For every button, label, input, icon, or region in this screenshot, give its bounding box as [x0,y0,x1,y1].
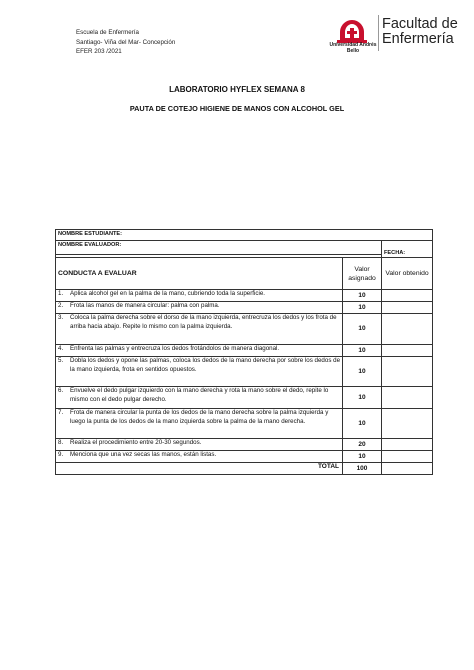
total-label: TOTAL [56,463,343,475]
assigned-value: 10 [343,290,382,302]
item-number: 4. [58,345,64,353]
checklist-table [55,229,433,475]
obtained-value-cell[interactable] [382,345,433,357]
item-text: Dobla los dedos y opone las palmas, coloca los dedos de la mano derecha por sobre los dedos de la mano izquierda, frota en sentidos opuestos. [70,357,341,373]
obtained-value-cell[interactable] [382,451,433,463]
assigned-value-header [343,258,382,290]
item-text: Enfrenta las palmas y entrecruza los dedos frotándolos de manera diagonal. [70,345,280,353]
item-number: 2. [58,302,64,310]
faculty-line-2: Enfermería [382,31,454,47]
obtained-value-cell[interactable] [382,409,433,439]
obtained-value-cell[interactable] [382,357,433,387]
item-text: Frota de manera circular la punta de los dedos de la mano derecha sobre la palma izquierda y luego la punta de los dedos de la mano izquierda sobre la palma de la mano derecha. [70,409,329,425]
table-row [56,290,433,302]
obtained-value-cell[interactable] [382,387,433,409]
table-row [56,357,433,387]
assigned-value-header-text: Valor asignado [348,265,376,282]
obtained-value-header-text: Valor obtenido [385,270,429,278]
obtained-value-cell[interactable] [382,439,433,451]
obtained-value-cell[interactable] [382,314,433,345]
assigned-value: 10 [343,409,382,439]
faculty-line-1: Facultad de [382,16,458,32]
assigned-value: 10 [343,302,382,314]
total-row [56,463,433,475]
item-number: 3. [58,314,64,322]
item-text: Aplica alcohol gel en la palma de la mano, cubriendo toda la superficie. [70,290,266,298]
item-text: Coloca la palma derecha sobre el dorso de la mano izquierda, entrecruza los dedos y los frota de arriba hacia abajo. Repite lo mismo con la palma izquierda. [70,314,337,330]
obtained-value-cell[interactable] [382,290,433,302]
evaluator-name-field[interactable]: NOMBRE EVALUADOR: [56,241,382,255]
table-row [56,314,433,345]
conduct-header: CONDUCTA A EVALUAR [56,258,343,290]
logo-divider [378,15,379,51]
item-number: 1. [58,290,64,298]
faculty-name [382,17,458,47]
item-number: 5. [58,357,64,365]
university-name: Universidad Andrés Bello [329,42,377,54]
table-row [56,451,433,463]
document-title: LABORATORIO HYFLEX SEMANA 8 [169,85,305,94]
item-text: Frota las manos de manera circular: palma con palma. [70,302,220,310]
total-value: 100 [343,463,382,475]
document-subtitle: PAUTA DE COTEJO HIGIENE DE MANOS CON ALCOHOL GEL [129,104,345,113]
table-row [56,409,433,439]
date-field[interactable]: FECHA: [384,250,406,256]
campus-list: Santiago- Viña del Mar- Concepción [76,38,176,46]
assigned-value: 10 [343,451,382,463]
assigned-value: 20 [343,439,382,451]
obtained-value-cell[interactable] [382,302,433,314]
table-row [56,345,433,357]
item-text: Realiza el procedimiento entre 20-30 segundos. [70,439,202,447]
school-header [76,28,175,57]
table-row [56,439,433,451]
item-text: Envuelve el dedo pulgar izquierdo con la mano derecha y rota la mano sobre el dedo, repite lo mismo con el dedo pulgar derecho. [70,387,329,403]
item-text: Menciona que una vez secas las manos, están listas. [70,451,217,459]
table-row [56,387,433,409]
total-obtained-cell[interactable] [382,463,433,475]
obtained-value-header [382,258,433,290]
assigned-value: 10 [343,345,382,357]
item-number: 7. [58,409,64,417]
student-name-field[interactable]: NOMBRE ESTUDIANTE: [56,230,433,241]
school-name: Escuela de Enfermería [76,29,139,36]
course-code: EFER 203 /2021 [76,48,122,56]
assigned-value: 10 [343,314,382,345]
university-logo [329,13,464,53]
item-number: 8. [58,439,64,447]
item-number: 6. [58,387,64,395]
assigned-value: 10 [343,387,382,409]
table-row [56,302,433,314]
item-number: 9. [58,451,64,459]
assigned-value: 10 [343,357,382,387]
